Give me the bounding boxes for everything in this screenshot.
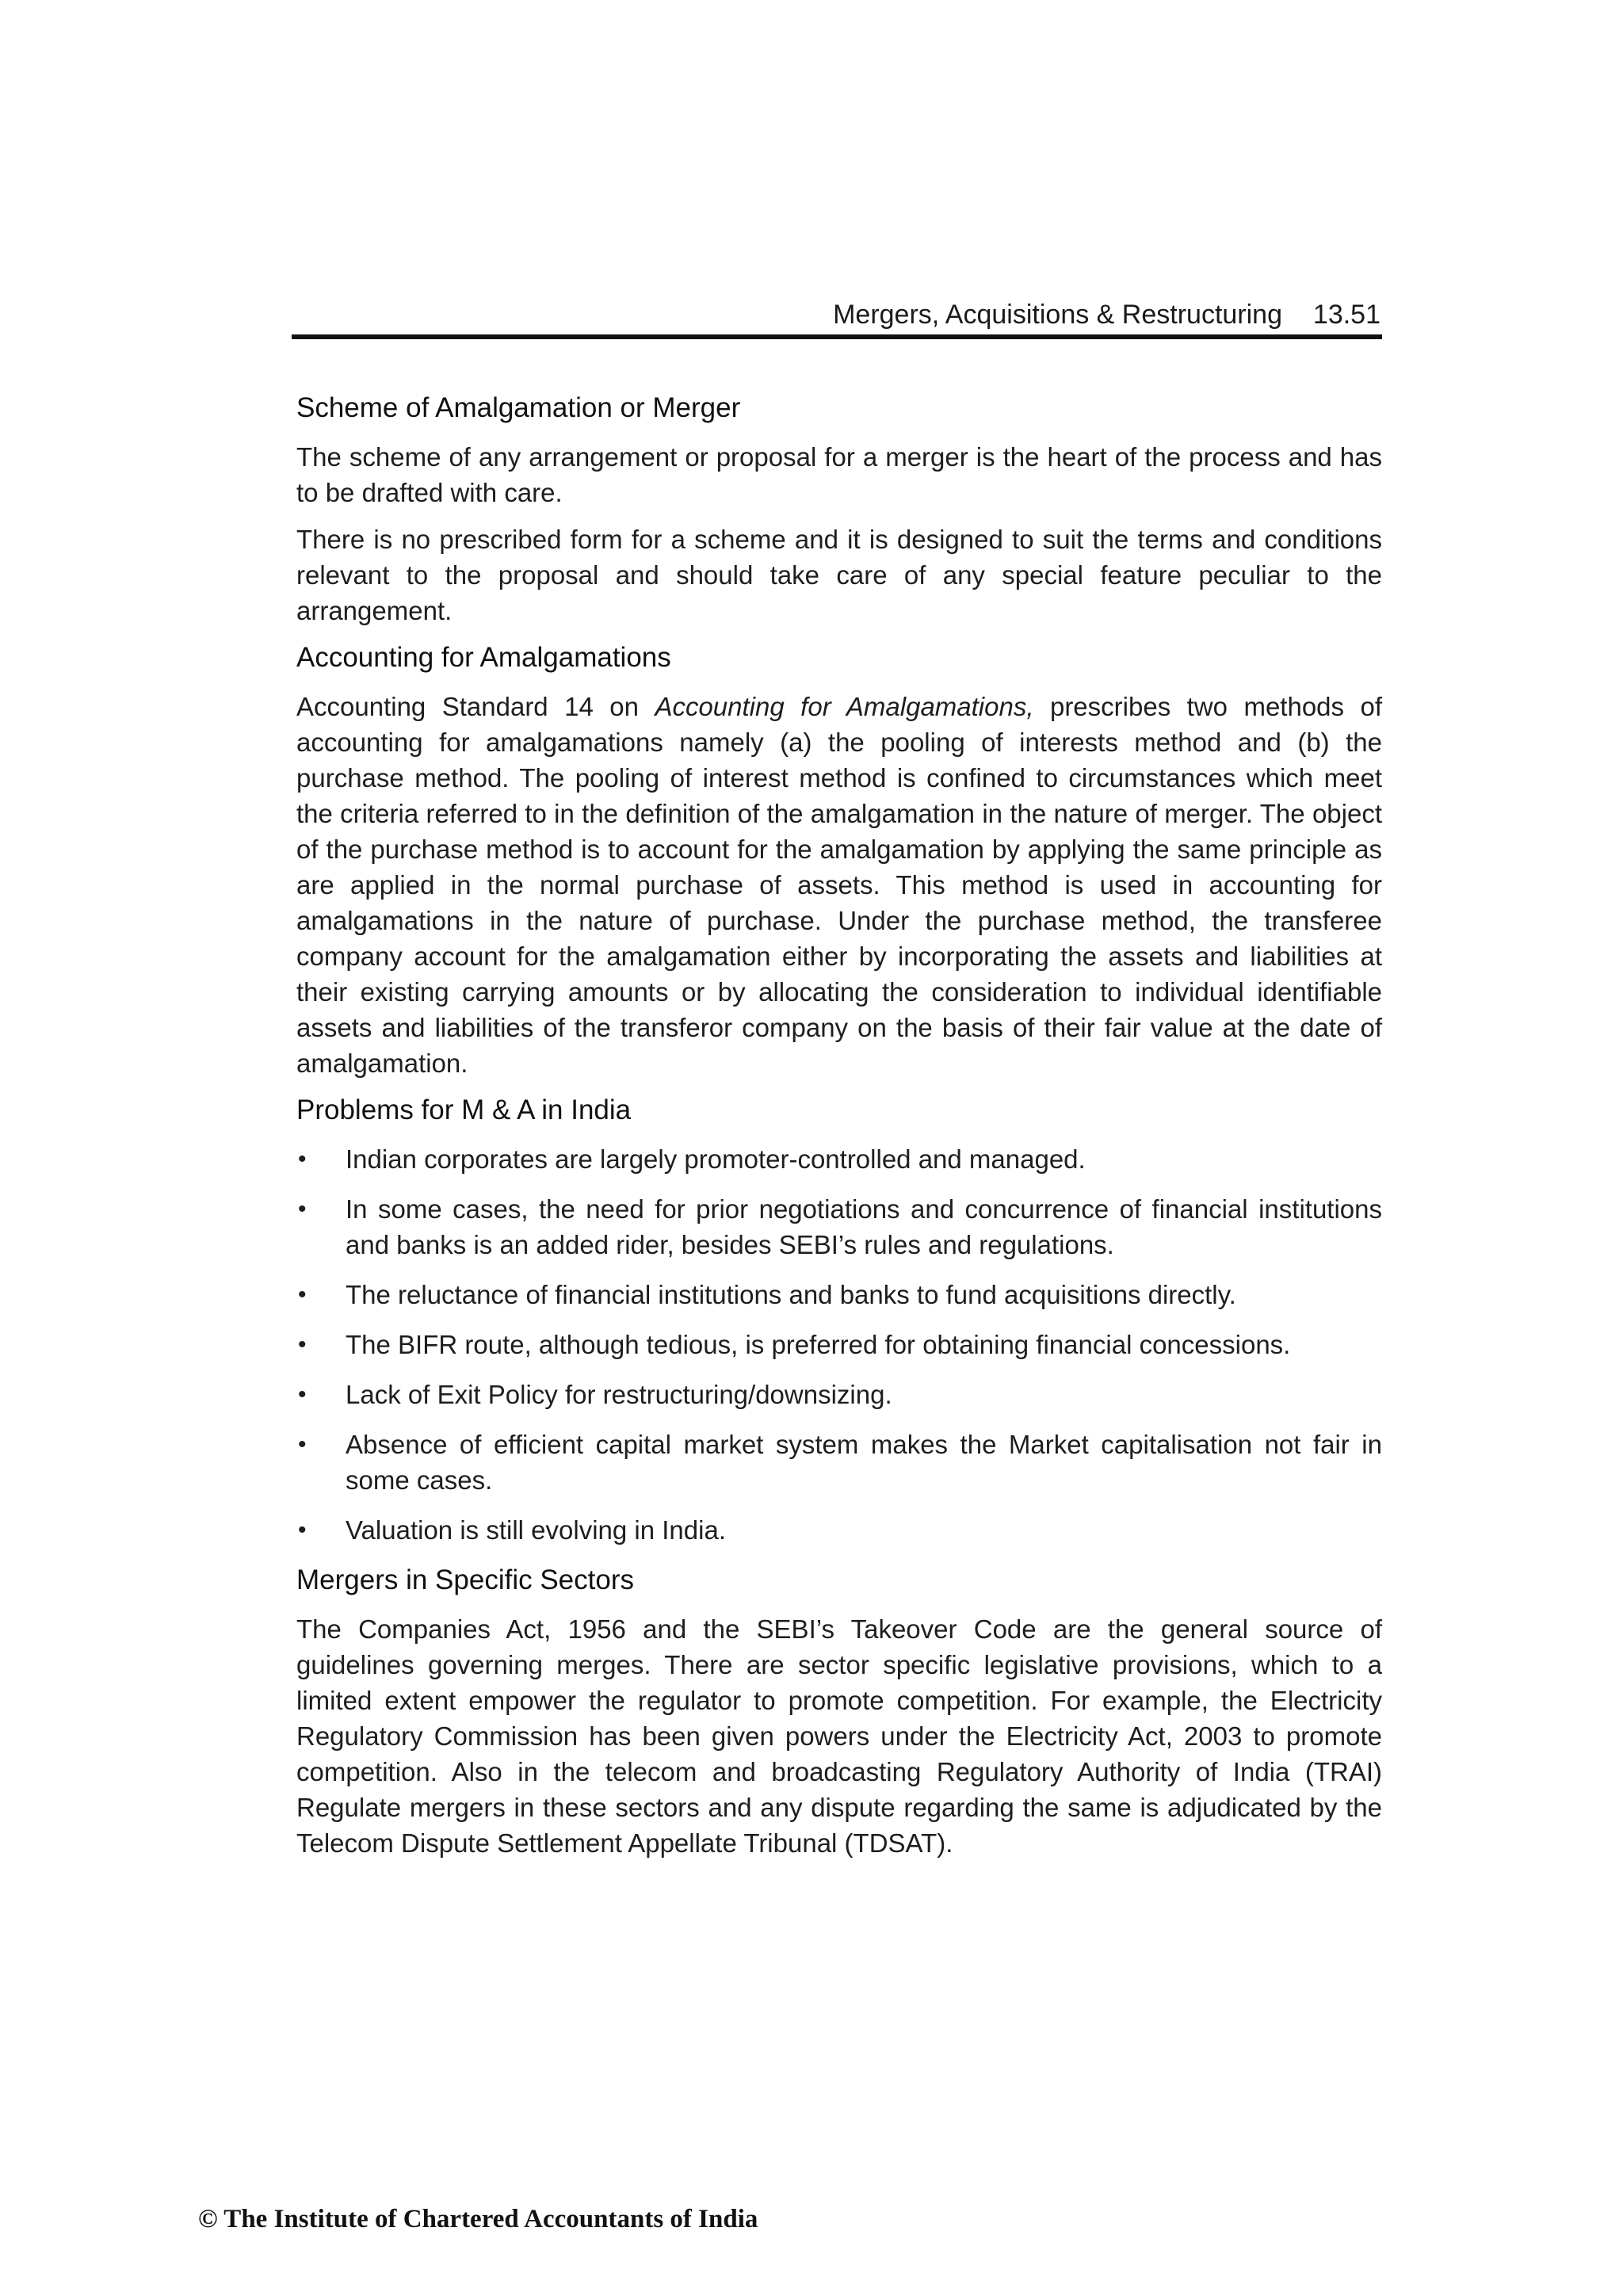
paragraph: The Companies Act, 1956 and the SEBI’s Takeover Code are the general source of guidelines governing merges. There are sector specific legislative provisions, which to a limited extent empower the regulator to promote competition. For example, the Electricity Regulatory Commission has been given powers under the Electricity Act, 2003 to promote competition. Also in the telecom and broadcasting Regulatory Authority of India (TRAI) Regulate mergers in these sectors and any dispute regarding the same is adjudicated by the Telecom Dispute Settlement Appellate Tribunal (TDSAT). xyxy=(296,1614,1382,1858)
list-item xyxy=(296,1277,1382,1312)
section-heading: Mergers in Specific Sectors xyxy=(296,1564,634,1595)
standard-title-italic: Accounting for Amalgamations, xyxy=(655,692,1034,721)
bullet-list xyxy=(296,1141,1382,1548)
paragraph-text: prescribes two methods of accounting for amalgamations namely (a) the pooling of interests method and (b) the purchase method. The pooling of interest method is confined to circumstances which meet the criteria referred to in the definition of the amalgamation in the nature of merger. The object of the purchase method is to account for the amalgamation by applying the same principle as are applied in the normal purchase of assets. This method is used in accounting for amalgamations in the nature of purchase. Under the purchase method, the transferee company account for the amalgamation either by incorporating the assets and liabilities at their existing carrying amounts or by allocating the consideration to individual identifiable assets and liabilities of the transferor company on the basis of their fair value at the date of amalgamation. xyxy=(296,692,1382,1078)
list-item xyxy=(296,1377,1382,1412)
bullet-icon: • xyxy=(298,1282,307,1308)
list-item xyxy=(296,1191,1382,1263)
bullet-icon: • xyxy=(298,1146,307,1172)
list-item-text: Lack of Exit Policy for restructuring/downsizing. xyxy=(346,1380,892,1409)
section-accounting-for-amalgamations xyxy=(296,640,1382,1081)
page-body xyxy=(296,390,1382,1872)
list-item-text: The reluctance of financial institutions and banks to fund acquisitions directly. xyxy=(346,1280,1236,1309)
paragraph: There is no prescribed form for a scheme and it is designed to suit the terms and conditions relevant to the proposal and should take care of any special feature peculiar to the arrangement. xyxy=(296,525,1382,625)
copyright-footer: © The Institute of Chartered Accountants of India xyxy=(198,2205,758,2233)
section-heading: Scheme of Amalgamation or Merger xyxy=(296,392,741,423)
running-header-title: Mergers, Acquisitions & Restructuring xyxy=(833,300,1282,330)
bullet-icon: • xyxy=(298,1196,307,1222)
page-number: 13.51 xyxy=(1312,300,1381,330)
list-item xyxy=(296,1141,1382,1177)
list-item-text: The BIFR route, although tedious, is preferred for obtaining financial concessions. xyxy=(346,1330,1291,1359)
list-item-text: Valuation is still evolving in India. xyxy=(346,1515,726,1545)
bullet-icon: • xyxy=(298,1517,307,1543)
section-heading: Problems for M & A in India xyxy=(296,1095,632,1125)
list-item-text: Indian corporates are largely promoter-controlled and managed. xyxy=(346,1144,1086,1174)
section-scheme-of-amalgamation xyxy=(296,390,1382,628)
bullet-icon: • xyxy=(298,1431,307,1457)
bullet-icon: • xyxy=(298,1381,307,1408)
list-item-text: Absence of efficient capital market system makes the Market capitalisation not fair in some cases. xyxy=(346,1430,1382,1495)
list-item-text: In some cases, the need for prior negotiations and concurrence of financial institutions and banks is an added rider, besides SEBI’s rules and regulations. xyxy=(346,1194,1382,1259)
section-problems-for-ma-in-india xyxy=(296,1092,1382,1548)
section-heading: Accounting for Amalgamations xyxy=(296,642,671,673)
list-item xyxy=(296,1327,1382,1362)
bullet-icon: • xyxy=(298,1331,307,1358)
paragraph-text: Accounting Standard 14 on xyxy=(296,692,655,721)
paragraph: The scheme of any arrangement or proposal for a merger is the heart of the process and has to be drafted with care. xyxy=(296,442,1382,507)
paragraph xyxy=(296,689,1382,1081)
section-mergers-in-specific-sectors xyxy=(296,1562,1382,1861)
list-item xyxy=(296,1427,1382,1498)
running-header xyxy=(292,295,1382,339)
list-item xyxy=(296,1512,1382,1548)
